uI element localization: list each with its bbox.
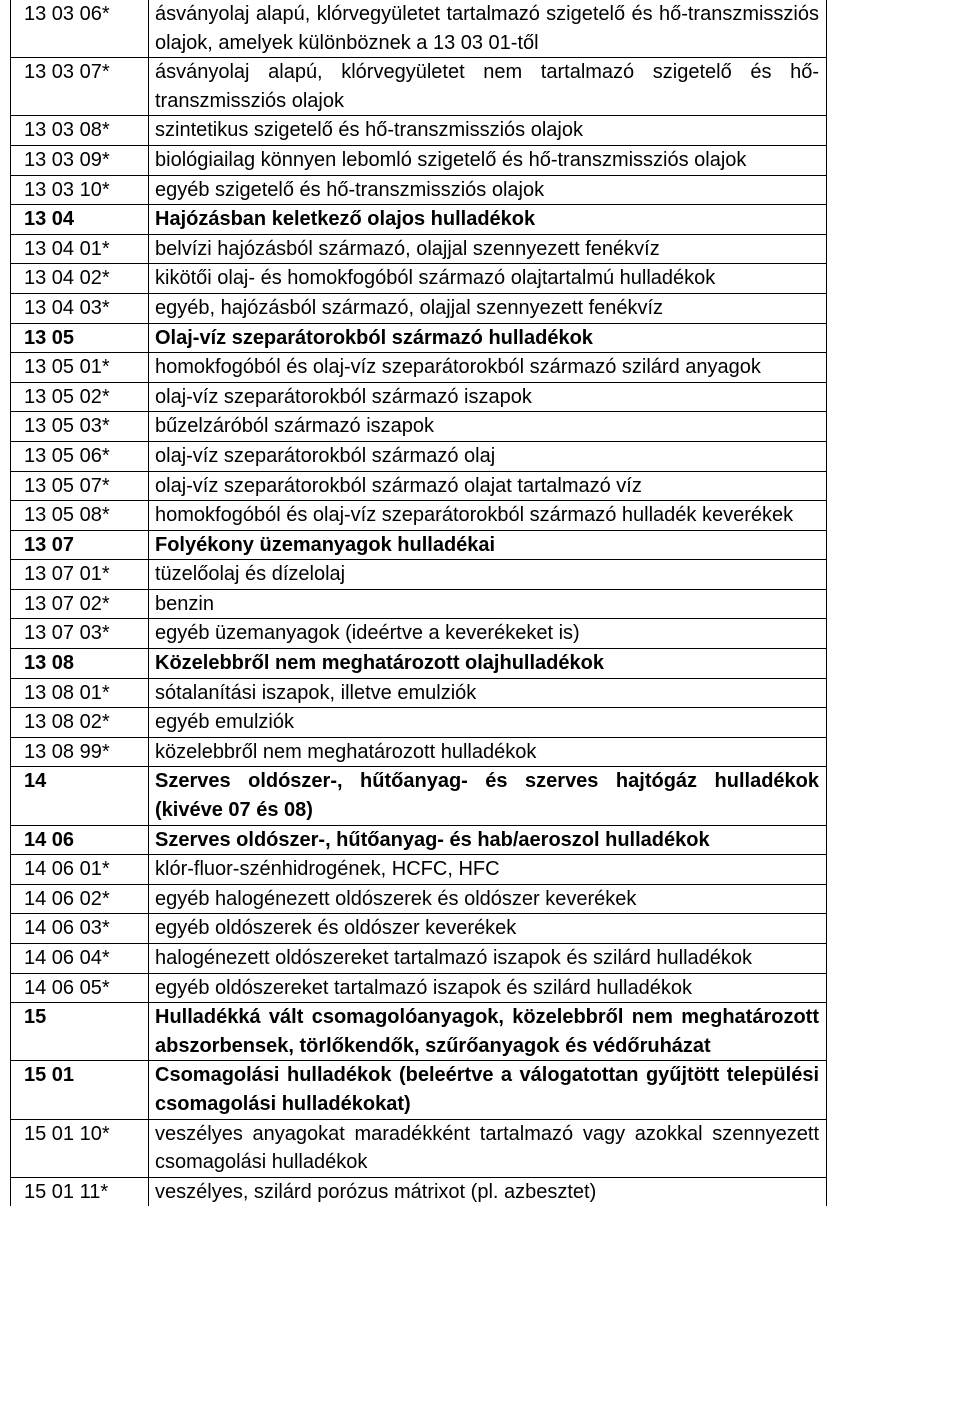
waste-description-cell: egyéb oldószerek és oldószer keverékek [149, 914, 827, 944]
section-heading-row [11, 530, 827, 560]
waste-code-cell: 14 06 03* [11, 914, 149, 944]
table-row [11, 914, 827, 944]
waste-code-cell: 13 03 10* [11, 175, 149, 205]
waste-description-cell: egyéb oldószereket tartalmazó iszapok és szilárd hulladékok [149, 973, 827, 1003]
waste-code-cell: 13 03 09* [11, 145, 149, 175]
waste-code-cell: 13 05 03* [11, 412, 149, 442]
table-row [11, 293, 827, 323]
waste-description-cell: egyéb halogénezett oldószerek és oldószer keverékek [149, 884, 827, 914]
waste-code-cell: 14 06 01* [11, 855, 149, 885]
table-row [11, 264, 827, 294]
waste-code-cell: 13 05 [11, 323, 149, 353]
section-heading-row [11, 205, 827, 235]
section-heading-row [11, 767, 827, 825]
waste-description-cell: egyéb üzemanyagok (ideértve a keverékeket is) [149, 619, 827, 649]
waste-code-cell: 14 06 05* [11, 973, 149, 1003]
waste-description-cell: Hulladékká vált csomagolóanyagok, közelebbről nem meghatározott abszorbensek, törlőkendők, szűrőanyagok és védőruházat [149, 1003, 827, 1061]
waste-description-cell: veszélyes, szilárd porózus mátrixot (pl. azbesztet) [149, 1177, 827, 1206]
table-row [11, 0, 827, 58]
table-row [11, 441, 827, 471]
waste-description-cell: Közelebbről nem meghatározott olajhulladékok [149, 649, 827, 679]
table-row [11, 116, 827, 146]
waste-code-cell: 15 01 10* [11, 1119, 149, 1177]
section-heading-row [11, 1003, 827, 1061]
section-heading-row [11, 649, 827, 679]
table-row [11, 708, 827, 738]
waste-description-cell: Folyékony üzemanyagok hulladékai [149, 530, 827, 560]
table-row [11, 884, 827, 914]
waste-description-cell: Szerves oldószer-, hűtőanyag- és hab/aeroszol hulladékok [149, 825, 827, 855]
waste-description-cell: halogénezett oldószereket tartalmazó iszapok és szilárd hulladékok [149, 944, 827, 974]
waste-code-cell: 14 06 04* [11, 944, 149, 974]
table-row [11, 737, 827, 767]
waste-code-cell: 13 08 99* [11, 737, 149, 767]
waste-description-cell: tüzelőolaj és dízelolaj [149, 560, 827, 590]
waste-code-table [10, 0, 827, 1206]
waste-code-cell: 13 07 02* [11, 589, 149, 619]
waste-code-cell: 13 07 [11, 530, 149, 560]
waste-code-cell: 14 [11, 767, 149, 825]
waste-code-cell: 13 05 06* [11, 441, 149, 471]
table-row [11, 678, 827, 708]
section-heading-row [11, 1061, 827, 1119]
waste-description-cell: sótalanítási iszapok, illetve emulziók [149, 678, 827, 708]
waste-description-cell: olaj-víz szeparátorokból származó iszapok [149, 382, 827, 412]
table-row [11, 58, 827, 116]
table-body [11, 0, 827, 1206]
waste-code-cell: 13 08 02* [11, 708, 149, 738]
waste-description-cell: egyéb szigetelő és hő-transzmissziós olajok [149, 175, 827, 205]
table-row [11, 382, 827, 412]
waste-code-cell: 13 03 08* [11, 116, 149, 146]
waste-code-cell: 13 04 01* [11, 234, 149, 264]
waste-description-cell: bűzelzáróból származó iszapok [149, 412, 827, 442]
waste-description-cell: homokfogóból és olaj-víz szeparátorokból származó hulladék keverékek [149, 501, 827, 531]
waste-description-cell: benzin [149, 589, 827, 619]
waste-code-cell: 13 05 01* [11, 353, 149, 383]
waste-code-cell: 13 03 07* [11, 58, 149, 116]
table-row [11, 412, 827, 442]
waste-description-cell: Szerves oldószer-, hűtőanyag- és szerves hajtógáz hulladékok (kivéve 07 és 08) [149, 767, 827, 825]
table-row [11, 944, 827, 974]
table-row [11, 501, 827, 531]
waste-code-cell: 15 [11, 1003, 149, 1061]
waste-description-cell: kikötői olaj- és homokfogóból származó olajtartalmú hulladékok [149, 264, 827, 294]
waste-description-cell: Csomagolási hulladékok (beleértve a válogatottan gyűjtött települési csomagolási hulladékokat) [149, 1061, 827, 1119]
waste-code-cell: 15 01 11* [11, 1177, 149, 1206]
table-row [11, 619, 827, 649]
table-row [11, 353, 827, 383]
waste-description-cell: ásványolaj alapú, klórvegyületet nem tartalmazó szigetelő és hő-transzmissziós olajok [149, 58, 827, 116]
waste-code-cell: 13 03 06* [11, 0, 149, 58]
waste-description-cell: biológiailag könnyen lebomló szigetelő és hő-transzmissziós olajok [149, 145, 827, 175]
waste-code-cell: 13 04 [11, 205, 149, 235]
waste-description-cell: veszélyes anyagokat maradékként tartalmazó vagy azokkal szennyezett csomagolási hulladékok [149, 1119, 827, 1177]
table-row [11, 589, 827, 619]
waste-description-cell: közelebbről nem meghatározott hulladékok [149, 737, 827, 767]
table-row [11, 145, 827, 175]
waste-code-cell: 13 05 08* [11, 501, 149, 531]
waste-code-cell: 13 07 01* [11, 560, 149, 590]
section-heading-row [11, 323, 827, 353]
waste-code-cell: 15 01 [11, 1061, 149, 1119]
table-row [11, 234, 827, 264]
waste-code-cell: 13 08 [11, 649, 149, 679]
waste-code-cell: 14 06 02* [11, 884, 149, 914]
waste-description-cell: egyéb, hajózásból származó, olajjal szennyezett fenékvíz [149, 293, 827, 323]
waste-code-cell: 13 05 02* [11, 382, 149, 412]
waste-description-cell: homokfogóból és olaj-víz szeparátorokból származó szilárd anyagok [149, 353, 827, 383]
table-row [11, 1119, 827, 1177]
waste-description-cell: olaj-víz szeparátorokból származó olajat tartalmazó víz [149, 471, 827, 501]
waste-code-cell: 13 04 02* [11, 264, 149, 294]
waste-code-cell: 13 07 03* [11, 619, 149, 649]
waste-description-cell: Olaj-víz szeparátorokból származó hulladékok [149, 323, 827, 353]
waste-code-cell: 13 04 03* [11, 293, 149, 323]
table-row [11, 560, 827, 590]
waste-description-cell: belvízi hajózásból származó, olajjal szennyezett fenékvíz [149, 234, 827, 264]
waste-description-cell: Hajózásban keletkező olajos hulladékok [149, 205, 827, 235]
table-row [11, 855, 827, 885]
table-row [11, 175, 827, 205]
table-row [11, 471, 827, 501]
waste-code-cell: 14 06 [11, 825, 149, 855]
waste-description-cell: szintetikus szigetelő és hő-transzmissziós olajok [149, 116, 827, 146]
waste-description-cell: klór-fluor-szénhidrogének, HCFC, HFC [149, 855, 827, 885]
table-row [11, 1177, 827, 1206]
waste-description-cell: ásványolaj alapú, klórvegyületet tartalmazó szigetelő és hő-transzmissziós olajok, amelyek különböznek a 13 03 01-től [149, 0, 827, 58]
waste-description-cell: olaj-víz szeparátorokból származó olaj [149, 441, 827, 471]
waste-description-cell: egyéb emulziók [149, 708, 827, 738]
section-heading-row [11, 825, 827, 855]
table-row [11, 973, 827, 1003]
waste-code-cell: 13 08 01* [11, 678, 149, 708]
waste-code-cell: 13 05 07* [11, 471, 149, 501]
